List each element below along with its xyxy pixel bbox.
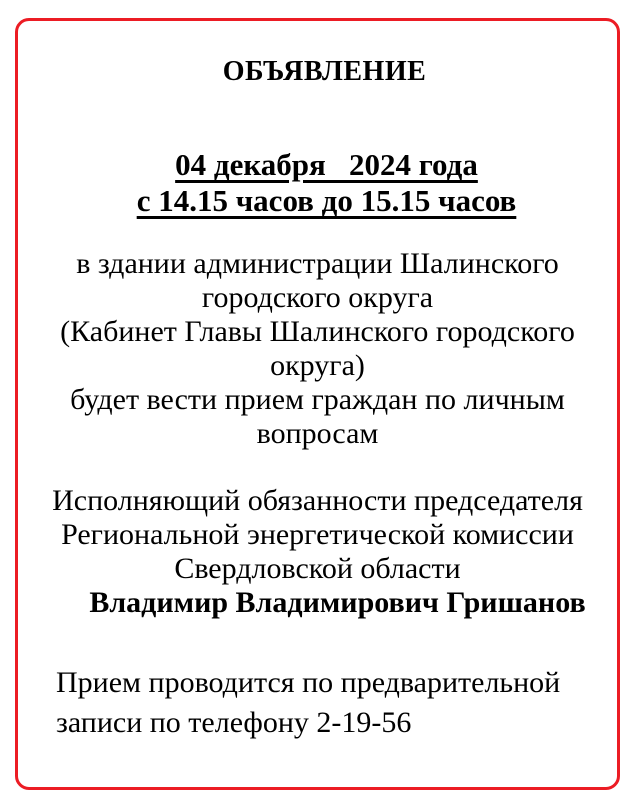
announcement-title: ОБЪЯВЛЕНИЕ: [222, 56, 427, 87]
official-title-line: Региональной энергетической комиссии: [61, 518, 574, 551]
location-text-line: городского округа: [201, 281, 434, 314]
location-text-line: вопросам: [256, 417, 379, 450]
official-title-line: Свердловской области: [174, 552, 461, 585]
location-text-block: [44, 247, 591, 451]
official-title-block: [44, 484, 591, 586]
phone-note-block: [44, 663, 591, 743]
date-line: 04 декабря 2024 года: [175, 147, 478, 182]
location-text-line: (Кабинет Главы Шалинского городского: [60, 315, 575, 348]
date-block: [44, 147, 591, 219]
official-name: Владимир Владимирович Гришанов: [89, 586, 586, 619]
date-line: с 14.15 часов до 15.15 часов: [136, 183, 517, 218]
announcement-frame: [15, 18, 620, 790]
phone-note-line: Прием проводится по предварительной: [56, 666, 561, 699]
location-text-line: будет вести прием граждан по личным: [70, 383, 565, 416]
location-text-line: округа): [270, 349, 365, 382]
location-text-line: в здании администрации Шалинского: [76, 247, 559, 280]
phone-note-line: записи по телефону 2-19-56: [56, 706, 412, 739]
official-title-line: Исполняющий обязанности председателя: [52, 484, 583, 517]
